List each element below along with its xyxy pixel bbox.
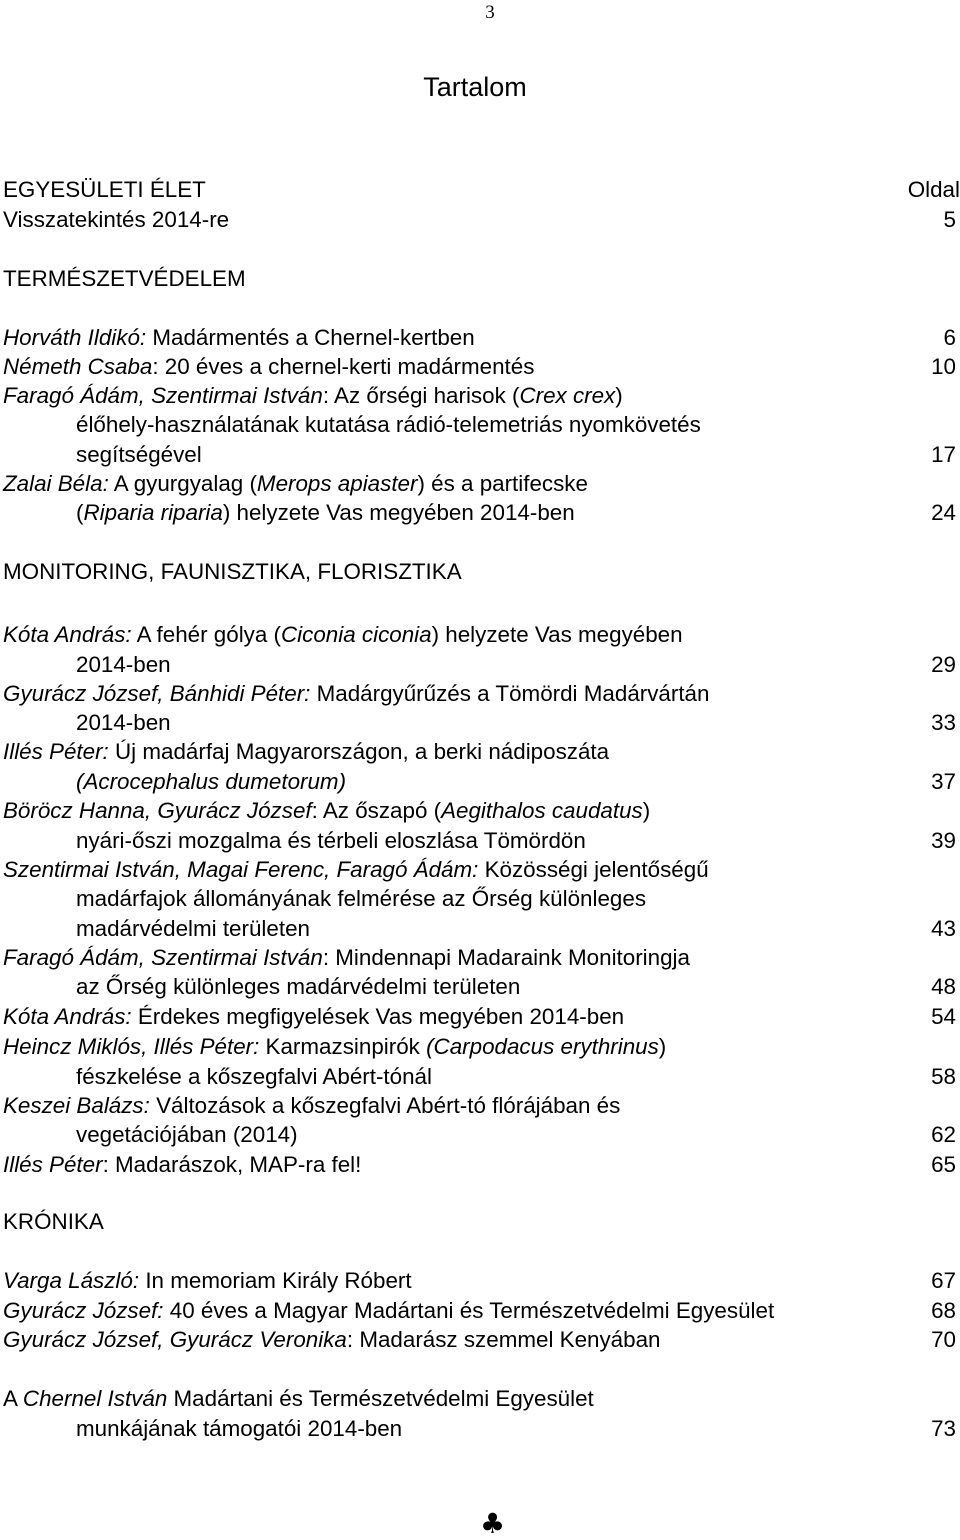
toc-entry[interactable]: Visszatekintés 2014-re 5 — [3, 205, 956, 235]
toc-entry-continuation: 2014-ben 29 — [76, 650, 956, 680]
page-ref: 29 — [931, 652, 956, 677]
page-ref: 67 — [931, 1268, 956, 1293]
toc-entry-continuation: (Riparia riparia) helyzete Vas megyében 2014-ben 24 — [76, 498, 956, 528]
page-number: 3 — [485, 2, 495, 23]
toc-entry[interactable]: Horváth Ildikó: Madármentés a Chernel-kertben 6 — [3, 323, 956, 353]
toc-entry-continuation: munkájának támogatói 2014-ben 73 — [76, 1414, 956, 1444]
page-ref: 39 — [931, 828, 956, 853]
page-ref: 6 — [943, 325, 956, 350]
toc-entry-continuation: 2014-ben 33 — [76, 708, 956, 738]
toc-entry[interactable]: Kóta András: Érdekes megfigyelések Vas megyében 2014-ben 54 — [3, 1002, 956, 1032]
toc-entry[interactable]: Gyurácz József: 40 éves a Magyar Madártani és Természetvédelmi Egyesület 68 — [3, 1296, 956, 1326]
toc-entry[interactable]: Faragó Ádám, Szentirmai István: Mindennapi Madaraink Monitoringja — [3, 945, 690, 970]
page-ref: 33 — [931, 710, 956, 735]
toc-entry-continuation: az Őrség különleges madárvédelmi területen 48 — [76, 972, 956, 1002]
toc-entry[interactable]: Kóta András: A fehér gólya (Ciconia ciconia) helyzete Vas megyében — [3, 622, 683, 647]
page-ref: 62 — [931, 1122, 956, 1147]
page-ref: 68 — [931, 1298, 956, 1323]
club-ornament-icon: ♣ — [480, 1507, 506, 1540]
toc-entry[interactable]: Heincz Miklós, Illés Péter: Karmazsinpirók (Carpodacus erythrinus) — [3, 1034, 667, 1059]
page-ref: 48 — [931, 974, 956, 999]
author: Horváth Ildikó: — [3, 325, 147, 350]
author: Varga László: — [3, 1268, 140, 1293]
author: Gyurácz József, Gyurácz Veronika — [3, 1327, 347, 1352]
author: Böröcz Hanna, Gyurácz József — [3, 798, 312, 823]
author: Illés Péter: — [3, 739, 109, 764]
toc-entry[interactable]: Illés Péter: Madarászok, MAP-ra fel! 65 — [3, 1150, 956, 1180]
page-ref: 37 — [931, 769, 956, 794]
toc-entry-continuation: (Acrocephalus dumetorum) 37 — [76, 767, 956, 797]
page-ref: 10 — [931, 354, 956, 379]
toc-entry[interactable]: Varga László: In memoriam Király Róbert 67 — [3, 1266, 956, 1296]
toc-entry-continuation: segítségével 17 — [76, 440, 956, 470]
toc-entry[interactable]: Illés Péter: Új madárfaj Magyarországon, a berki nádiposzáta — [3, 739, 610, 764]
toc-entry[interactable]: Szentirmai István, Magai Ferenc, Faragó Ádám: Közösségi jelentőségű — [3, 857, 709, 882]
toc-entry[interactable]: Böröcz Hanna, Gyurácz József: Az őszapó (Aegithalos caudatus) — [3, 798, 651, 823]
author: Kóta András: — [3, 1004, 132, 1029]
author: Faragó Ádám, Szentirmai István — [3, 945, 323, 970]
section-heading-termeszetvedelem: TERMÉSZETVÉDELEM — [3, 266, 246, 291]
toc-entry-continuation: madárfajok állományának felmérése az Őrség különleges — [76, 886, 647, 911]
page-ref: 73 — [931, 1416, 956, 1441]
author: Gyurácz József: — [3, 1298, 164, 1323]
person-name: Chernel István — [22, 1386, 168, 1411]
toc-entry-continuation: vegetációjában (2014) 62 — [76, 1120, 956, 1150]
page-ref: 70 — [931, 1327, 956, 1352]
section-heading-egyesuleti: EGYESÜLETI ÉLET Oldal — [3, 175, 956, 205]
toc-entry[interactable]: A Chernel István Madártani és Természetvédelmi Egyesület — [3, 1386, 594, 1411]
page-title: Tartalom — [423, 72, 527, 102]
author: Keszei Balázs: — [3, 1093, 150, 1118]
author: Zalai Béla: — [3, 471, 109, 496]
section-heading-kronika: KRÓNIKA — [3, 1209, 104, 1234]
page-ref: 24 — [931, 500, 956, 525]
author: Illés Péter — [3, 1152, 103, 1177]
toc-entry[interactable]: Gyurácz József, Gyurácz Veronika: Madarász szemmel Kenyában 70 — [3, 1325, 956, 1355]
author: Faragó Ádám, Szentirmai István — [3, 383, 323, 408]
toc-entry-continuation: madárvédelmi területen 43 — [76, 914, 956, 944]
author: Gyurácz József, Bánhidi Péter: — [3, 681, 311, 706]
page-ref: 58 — [931, 1064, 956, 1089]
toc-entry[interactable]: Zalai Béla: A gyurgyalag (Merops apiaster) és a partifecske — [3, 471, 588, 496]
author: Szentirmai István, Magai Ferenc, Faragó Ádám: — [3, 857, 479, 882]
author: Kóta András: — [3, 622, 132, 647]
section-heading-monitoring: MONITORING, FAUNISZTIKA, FLORISZTIKA — [3, 559, 462, 584]
toc-entry-continuation: élőhely-használatának kutatása rádió-telemetriás nyomkövetés — [76, 412, 701, 437]
toc-entry[interactable]: Keszei Balázs: Változások a kőszegfalvi Abért-tó flórájában és — [3, 1093, 621, 1118]
toc-entry-continuation: nyári-őszi mozgalma és térbeli eloszlása Tömördön 39 — [76, 826, 956, 856]
page-ref: 43 — [931, 916, 956, 941]
toc-entry[interactable]: Faragó Ádám, Szentirmai István: Az őrségi harisok (Crex crex) — [3, 383, 623, 408]
page-ref: 17 — [931, 442, 956, 467]
page-ref: 5 — [943, 207, 956, 232]
page-ref: 65 — [931, 1152, 956, 1177]
toc-entry-continuation: fészkelése a kőszegfalvi Abért-tónál 58 — [76, 1062, 956, 1092]
page-column-label: Oldal — [907, 177, 960, 202]
author: Heincz Miklós, Illés Péter: — [3, 1034, 260, 1059]
page-ref: 54 — [931, 1004, 956, 1029]
toc-entry[interactable]: Gyurácz József, Bánhidi Péter: Madárgyűrűzés a Tömördi Madárvártán — [3, 681, 710, 706]
toc-entry[interactable]: Németh Csaba: 20 éves a chernel-kerti madármentés 10 — [3, 352, 956, 382]
author: Németh Csaba — [3, 354, 153, 379]
